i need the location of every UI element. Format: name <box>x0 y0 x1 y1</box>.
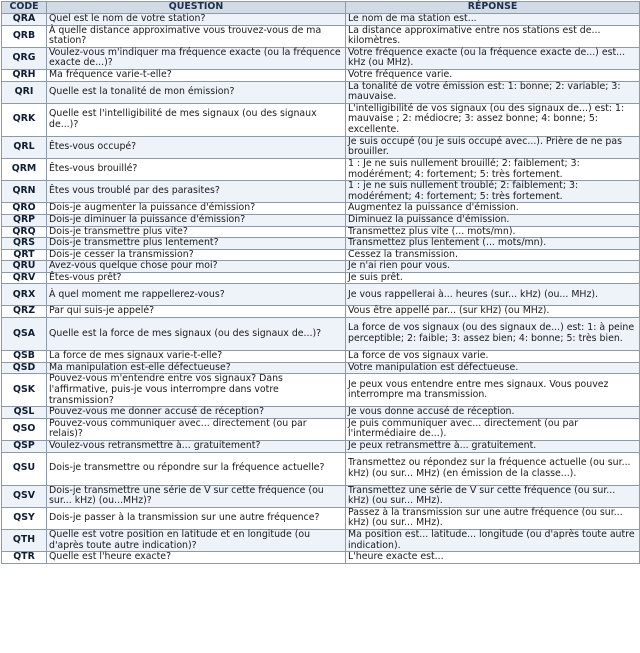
code-cell: QSV <box>2 485 47 507</box>
header-response: RÉPONSE <box>346 2 640 14</box>
response-cell: Ma position est... latitude... longitude (ou d'après toute autre indication). <box>346 530 640 552</box>
table-body <box>2 14 640 564</box>
question-cell: Pouvez-vous me donner accusé de réception? <box>47 407 346 419</box>
response-cell: 1 : je ne suis nullement troublé; 2: faiblement; 3: modérément; 4: fortement; 5: très fortement. <box>346 181 640 203</box>
code-cell: QRI <box>2 81 47 103</box>
response-cell: Je n'ai rien pour vous. <box>346 261 640 273</box>
question-cell: Quel est le nom de votre station? <box>47 14 346 26</box>
response-cell: La distance approximative entre nos stations est de... kilomètres. <box>346 25 640 47</box>
table-row <box>2 214 640 226</box>
table-row <box>2 418 640 440</box>
response-cell: Transmettez plus vite (... mots/mn). <box>346 226 640 238</box>
response-cell: Votre fréquence varie. <box>346 69 640 81</box>
header-code: CODE <box>2 2 47 14</box>
code-cell: QSU <box>2 452 47 485</box>
response-cell: Transmettez plus lentement (... mots/mn). <box>346 238 640 250</box>
table-row <box>2 226 640 238</box>
table-row <box>2 485 640 507</box>
response-cell: Je suis occupé (ou je suis occupé avec...). Prière de ne pas brouiller. <box>346 136 640 158</box>
question-cell: Êtes vous troublé par des parasites? <box>47 181 346 203</box>
response-cell: Je vous donne accusé de réception. <box>346 407 640 419</box>
question-cell: Voulez-vous retransmettre à... gratuitement? <box>47 441 346 453</box>
table-row <box>2 318 640 351</box>
table-row <box>2 136 640 158</box>
question-cell: Dois-je transmettre une série de V sur cette fréquence (ou sur... kHz) (ou...MHz)? <box>47 485 346 507</box>
table-row <box>2 284 640 306</box>
question-cell: Avez-vous quelque chose pour moi? <box>47 261 346 273</box>
response-cell: Augmentez la puissance d'émission. <box>346 203 640 215</box>
table-row <box>2 14 640 26</box>
question-cell: Quelle est la force de mes signaux (ou des signaux de...)? <box>47 318 346 351</box>
table-row <box>2 249 640 261</box>
question-cell: Pouvez-vous m'entendre entre vos signaux? Dans l'affirmative, puis-je vous interrompre dans votre transmission? <box>47 374 346 407</box>
response-cell: Transmettez ou répondez sur la fréquence actuelle (ou sur... kHz) (ou sur... MHz) (en émission de la classe...). <box>346 452 640 485</box>
question-cell: Êtes-vous brouillé? <box>47 158 346 180</box>
code-cell: QTH <box>2 530 47 552</box>
code-cell: QSB <box>2 351 47 363</box>
table-row <box>2 362 640 374</box>
code-cell: QRX <box>2 284 47 306</box>
table-row <box>2 158 640 180</box>
question-cell: Par qui suis-je appelé? <box>47 306 346 318</box>
q-code-table <box>1 1 640 564</box>
response-cell: Je peux retransmettre à... gratuitement. <box>346 441 640 453</box>
table-row <box>2 69 640 81</box>
code-cell: QRN <box>2 181 47 203</box>
response-cell: 1 : Je ne suis nullement brouillé; 2: faiblement; 3: modérément; 4: fortement; 5: très fortement. <box>346 158 640 180</box>
table-row <box>2 374 640 407</box>
question-cell: Quelle est l'heure exacte? <box>47 552 346 564</box>
code-cell: QRK <box>2 103 47 136</box>
code-cell: QSP <box>2 441 47 453</box>
table-row <box>2 261 640 273</box>
response-cell: Votre manipulation est défectueuse. <box>346 362 640 374</box>
code-cell: QRU <box>2 261 47 273</box>
code-cell: QRM <box>2 158 47 180</box>
response-cell: Diminuez la puissance d'émission. <box>346 214 640 226</box>
question-cell: À quelle distance approximative vous trouvez-vous de ma station? <box>47 25 346 47</box>
response-cell: La tonalité de votre émission est: 1: bonne; 2: variable; 3: mauvaise. <box>346 81 640 103</box>
code-cell: QRP <box>2 214 47 226</box>
code-cell: QRZ <box>2 306 47 318</box>
code-cell: QRL <box>2 136 47 158</box>
question-cell: Quelle est la tonalité de mon émission? <box>47 81 346 103</box>
q-code-table-container <box>1 1 639 564</box>
question-cell: Voulez-vous m'indiquer ma fréquence exacte (ou la fréquence exacte de...)? <box>47 47 346 69</box>
table-row <box>2 351 640 363</box>
code-cell: QRB <box>2 25 47 47</box>
table-row <box>2 47 640 69</box>
response-cell: Votre fréquence exacte (ou la fréquence exacte de...) est... kHz (ou MHz). <box>346 47 640 69</box>
response-cell: Vous être appellé par... (sur kHz) (ou MHz). <box>346 306 640 318</box>
response-cell: Le nom de ma station est... <box>346 14 640 26</box>
question-cell: Êtes-vous occupé? <box>47 136 346 158</box>
table-row <box>2 452 640 485</box>
response-cell: Je puis communiquer avec... directement (ou par l'intermédiaire de...). <box>346 418 640 440</box>
question-cell: Dois-je passer à la transmission sur une autre fréquence? <box>47 507 346 529</box>
question-cell: Ma manipulation est-elle défectueuse? <box>47 362 346 374</box>
code-cell: QRA <box>2 14 47 26</box>
table-row <box>2 238 640 250</box>
code-cell: QTR <box>2 552 47 564</box>
question-cell: Dois-je transmettre plus lentement? <box>47 238 346 250</box>
code-cell: QRG <box>2 47 47 69</box>
question-cell: Dois-je transmettre plus vite? <box>47 226 346 238</box>
table-row <box>2 441 640 453</box>
table-row <box>2 306 640 318</box>
table-row <box>2 507 640 529</box>
question-cell: Êtes-vous prêt? <box>47 272 346 284</box>
table-row <box>2 203 640 215</box>
table-row <box>2 552 640 564</box>
question-cell: Pouvez-vous communiquer avec... directement (ou par relais)? <box>47 418 346 440</box>
question-cell: Quelle est votre position en latitude et en longitude (ou d'après toute autre indication)? <box>47 530 346 552</box>
table-row <box>2 181 640 203</box>
response-cell: Je vous rappellerai à... heures (sur... kHz) (ou... MHz). <box>346 284 640 306</box>
code-cell: QRO <box>2 203 47 215</box>
code-cell: QRQ <box>2 226 47 238</box>
code-cell: QRH <box>2 69 47 81</box>
code-cell: QRS <box>2 238 47 250</box>
table-row <box>2 81 640 103</box>
table-row <box>2 530 640 552</box>
question-cell: Dois-je augmenter la puissance d'émission? <box>47 203 346 215</box>
header-question: QUESTION <box>47 2 346 14</box>
table-row <box>2 272 640 284</box>
response-cell: La force de vos signaux varie. <box>346 351 640 363</box>
question-cell: Dois-je diminuer la puissance d'émission? <box>47 214 346 226</box>
response-cell: L'intelligibilité de vos signaux (ou des signaux de...) est: 1: mauvaise ; 2: médiocre; 3: assez bonne; 4: bonne; 5: excellente. <box>346 103 640 136</box>
response-cell: Transmettez une série de V sur cette fréquence (ou sur... kHz) (ou sur... MHz). <box>346 485 640 507</box>
question-cell: Ma fréquence varie-t-elle? <box>47 69 346 81</box>
response-cell: Passez à la transmission sur une autre fréquence (ou sur... kHz) (ou sur... MHz). <box>346 507 640 529</box>
question-cell: Quelle est l'intelligibilité de mes signaux (ou des signaux de...)? <box>47 103 346 136</box>
code-cell: QRT <box>2 249 47 261</box>
question-cell: Dois-je transmettre ou répondre sur la fréquence actuelle? <box>47 452 346 485</box>
code-cell: QSY <box>2 507 47 529</box>
question-cell: La force de mes signaux varie-t-elle? <box>47 351 346 363</box>
code-cell: QSK <box>2 374 47 407</box>
table-row <box>2 103 640 136</box>
table-header-row <box>2 2 640 14</box>
code-cell: QSL <box>2 407 47 419</box>
table-row <box>2 407 640 419</box>
code-cell: QSD <box>2 362 47 374</box>
code-cell: QSO <box>2 418 47 440</box>
response-cell: Je peux vous entendre entre mes signaux. Vous pouvez interrompre ma transmission. <box>346 374 640 407</box>
table-row <box>2 25 640 47</box>
code-cell: QSA <box>2 318 47 351</box>
question-cell: À quel moment me rappellerez-vous? <box>47 284 346 306</box>
code-cell: QRV <box>2 272 47 284</box>
response-cell: La force de vos signaux (ou des signaux de...) est: 1: à peine perceptible; 2: faible; 3: assez bien; 4: bonne; 5: très bien. <box>346 318 640 351</box>
response-cell: Cessez la transmission. <box>346 249 640 261</box>
response-cell: L'heure exacte est... <box>346 552 640 564</box>
response-cell: Je suis prêt. <box>346 272 640 284</box>
question-cell: Dois-je cesser la transmission? <box>47 249 346 261</box>
